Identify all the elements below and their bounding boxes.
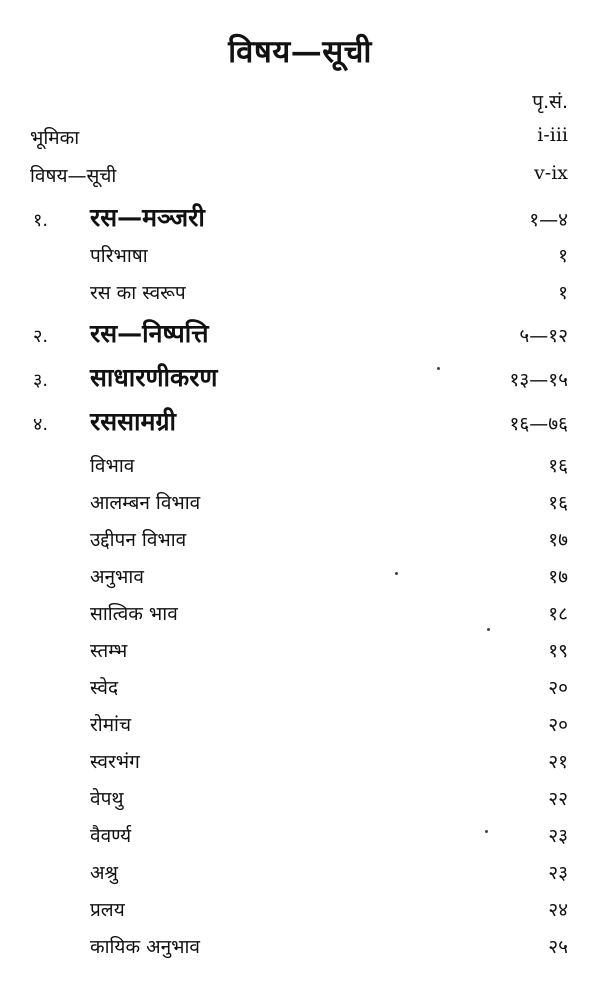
print-speck [487,628,490,631]
contents-entry [0,489,600,523]
entry-label: अश्रु [90,862,118,884]
entry-label: स्तम्भ [90,640,128,662]
entry-page: १—४ [529,209,568,231]
contents-entry [0,563,600,597]
entry-page: v-ix [534,162,568,184]
contents-entry [0,711,600,745]
chapter-title: रससामग्री [90,407,177,436]
entry-page: १६—७६ [509,413,568,435]
contents-entry [0,896,600,930]
entry-label: अनुभाव [90,566,144,588]
contents-entry [0,124,600,158]
entry-label: आलम्बन विभाव [90,492,201,514]
chapter-title: रस—निष्पत्ति [90,319,209,348]
entry-page: १३—१५ [509,369,568,391]
entry-label: स्वरभंग [90,751,140,773]
page-title: विषय—सूची [228,34,372,70]
contents-entry [0,242,600,276]
entry-label: उद्दीपन विभाव [90,529,187,551]
chapter-entry [0,320,600,354]
print-speck [485,830,488,833]
chapter-title: साधारणीकरण [90,363,218,392]
contents-entry [0,637,600,671]
entry-page: २४ [548,899,568,921]
contents-entry [0,600,600,634]
entry-page: २३ [548,862,568,884]
entry-page: २० [548,677,568,699]
entry-page: १७ [548,529,568,551]
contents-entry [0,859,600,893]
entry-page: १७ [548,566,568,588]
entry-page: १९ [548,640,568,662]
entry-label: कायिक अनुभाव [90,936,200,958]
contents-entry [0,526,600,560]
entry-page: ५—१२ [519,325,568,347]
chapter-number: २. [33,326,49,347]
entry-page: २१ [548,751,568,773]
chapter-entry [0,408,600,442]
contents-entry [0,822,600,856]
entry-label: वैवर्ण्य [90,825,132,847]
contents-entry [0,162,600,196]
contents-entry [0,674,600,708]
chapter-number: ४. [33,414,49,435]
entry-label: रस का स्वरूप [90,282,186,304]
entry-label: सात्विक भाव [90,603,178,625]
entry-page: १६ [548,455,568,477]
chapter-number: १. [33,210,49,231]
chapter-number: ३. [33,370,49,391]
entry-page: १ [558,245,568,267]
entry-page: २३ [548,825,568,847]
contents-entry [0,452,600,486]
entry-page: २२ [548,788,568,810]
entry-label: परिभाषा [90,245,148,267]
contents-entry [0,933,600,967]
print-speck [395,572,398,575]
entry-label: विषय—सूची [30,165,117,187]
entry-page: १६ [548,492,568,514]
entry-label: वेपथु [90,788,124,810]
contents-entry [0,279,600,313]
entry-page: २५ [548,936,568,958]
entry-label: स्वेद [90,677,119,699]
contents-entry [0,748,600,782]
chapter-entry [0,204,600,238]
entry-label: रोमांच [90,714,132,736]
entry-page: i-iii [537,124,568,146]
page-number-column-heading: पृ.सं. [532,91,568,113]
entry-page: २० [548,714,568,736]
chapter-title: रस—मञ्जरी [90,203,205,232]
contents-entry [0,785,600,819]
print-speck [437,367,440,370]
entry-label: विभाव [90,455,135,477]
entry-page: १ [558,282,568,304]
entry-label: प्रलय [90,899,125,921]
chapter-entry [0,364,600,398]
entry-label: भूमिका [30,127,80,149]
entry-page: १८ [548,603,568,625]
